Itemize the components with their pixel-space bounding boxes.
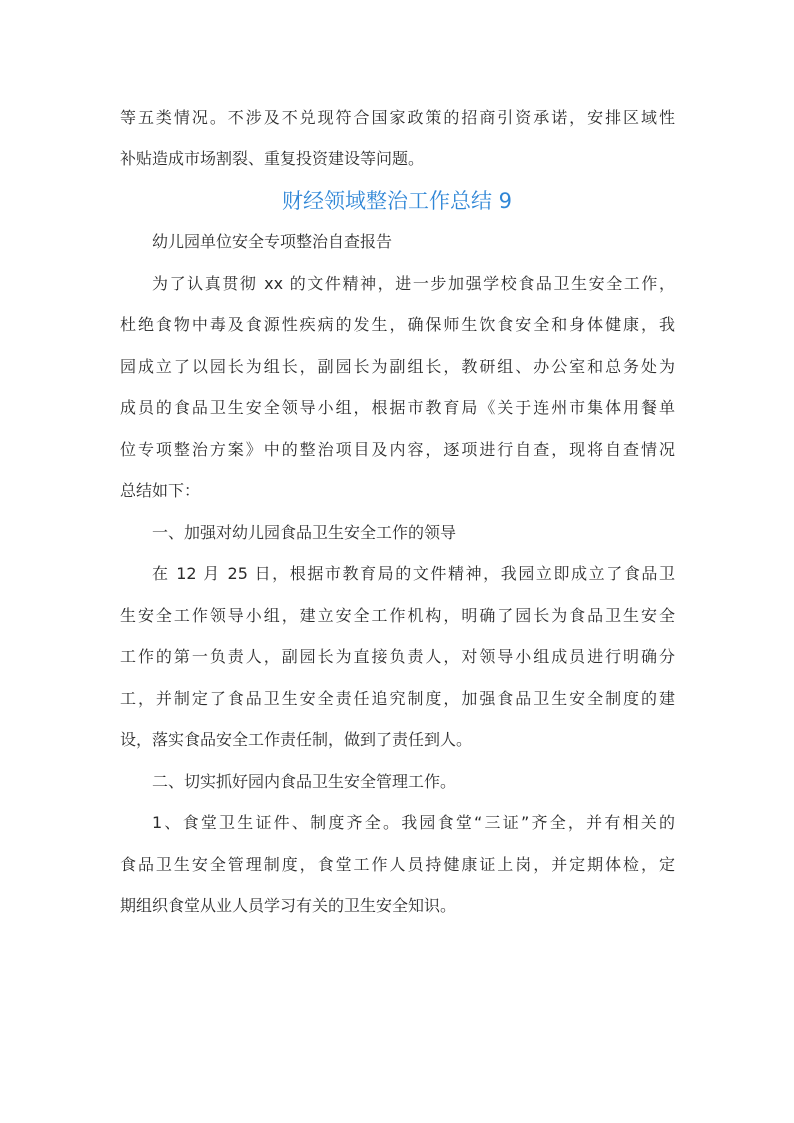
para2-line-5: 设，落实食品安全工作责任制，做到了责任到人。 — [120, 730, 473, 749]
para1-line-2: 杜绝食物中毒及食源性疾病的发生，确保师生饮食安全和身体健康，我 — [120, 315, 675, 334]
heading-2: 二、切实抓好园内食品卫生安全管理工作。 — [152, 772, 457, 791]
para2-line-4: 工，并制定了食品卫生安全责任追究制度，加强食品卫生安全制度的建 — [120, 689, 675, 708]
heading-1: 一、加强对幼儿园食品卫生安全工作的领导 — [152, 523, 457, 542]
para2-line-2: 生安全工作领导小组，建立安全工作机构，明确了园长为食品卫生安全 — [120, 606, 675, 625]
intro-line-1: 等五类情况。不涉及不兑现符合国家政策的招商引资承诺，安排区域性 — [120, 108, 675, 127]
para3-line-1: 1、食堂卫生证件、制度齐全。我园食堂“三证”齐全，并有相关的 — [152, 813, 675, 832]
para3-line-2: 食品卫生安全管理制度，食堂工作人员持健康证上岗，并定期体检，定 — [120, 855, 675, 874]
report-title: 幼儿园单位安全专项整治自查报告 — [152, 232, 393, 251]
para1-line-5: 位专项整治方案》中的整治项目及内容，逐项进行自查，现将自查情况 — [120, 440, 675, 459]
intro-line-2: 补贴造成市场割裂、重复投资建设等问题。 — [120, 149, 425, 168]
para1-line-1: 为了认真贯彻 xx 的文件精神，进一步加强学校食品卫生安全工作， — [152, 274, 675, 293]
para2-line-3: 工作的第一负责人，副园长为直接负责人，对领导小组成员进行明确分 — [120, 647, 675, 666]
para1-line-6: 总结如下： — [120, 481, 201, 500]
para1-line-3: 园成立了以园长为组长，副园长为副组长，教研组、办公室和总务处为 — [120, 357, 675, 376]
para2-line-1: 在 12 月 25 日，根据市教育局的文件精神，我园立即成立了食品卫 — [152, 564, 675, 583]
para3-line-3: 期组织食堂从业人员学习有关的卫生安全知识。 — [120, 896, 457, 915]
para1-line-4: 成员的食品卫生安全领导小组，根据市教育局《关于连州市集体用餐单 — [120, 398, 675, 417]
section-title: 财经领域整治工作总结 9 — [281, 189, 513, 213]
